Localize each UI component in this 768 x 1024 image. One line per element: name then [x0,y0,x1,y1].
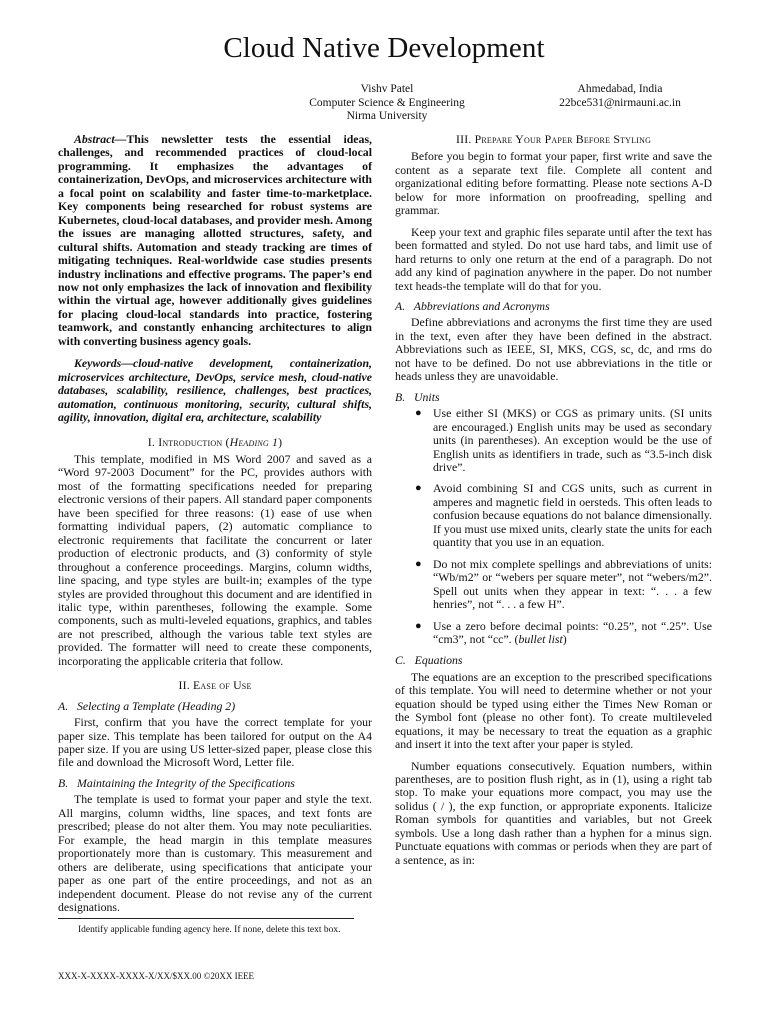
author-name: Vishv Patel [360,83,414,95]
bullet-icon: ● [415,619,422,632]
equations-paragraph-1: The equations are an exception to the prescribed specifications of this template. You will need to determine whether or not your equation should be typed using either the Times New Roman or the Symbol font (please no other font). To create multileveled equations, it may be necessary to treat the equation as a graphic and insert it into the text after your paper is styled. [395,669,712,752]
list-item-text: Do not mix complete spellings and abbreviations of units: “Wb/m2” or “webers per square meter”, not “webers/m2”. Spell out units when they appear in text: “. . . a few henries”, not “. . . a few H”. [433,556,712,612]
abbreviations-paragraph: Define abbreviations and acronyms the first time they are used in the text, even after they have been defined in the abstract. Abbreviations such as IEEE, SI, MKS, CGS, sc, dc, and rms do not have to be defined. Do not use abbreviations in the title or heads unless they are unavoidable. [395,315,712,384]
copyright-footer: XXX-X-XXXX-XXXX-X/XX/$XX.00 ©20XX IEEE [58,971,255,981]
selecting-template-paragraph: First, confirm that you have the correct template for your paper size. This template has been tailored for output on the A4 paper size. If you are using US letter-sized paper, please close this file and download the Microsoft Word, Letter file. [58,715,372,770]
list-item-text: Use a zero before decimal points: “0.25”, not “.25”. Use “cm3”, not “cc”. ( [433,618,712,646]
integrity-paragraph: The template is used to format your paper and style the text. All margins, column widths, line spaces, and text fonts are prescribed; please do not alter them. You may note peculiarities. For example, the head margin in this template measures proportionately more than is customary. This measurement and others are deliberate, using specifications that anticipate your paper as one part of the entire proceedings, and not as an independent document. Please do not revise any of the current designations. [58,792,372,915]
list-item-text: Use either SI (MKS) or CGS as primary units. (SI units are encouraged.) English units may be used as secondary units (in parentheses). An exception would be the use of English units as identifiers in trade, such as “3.5-inch disk drive”. [433,406,712,474]
prepare-paragraph-2: Keep your text and graphic files separate until after the text has been formatted and styled. Do not use hard tabs, and limit use of hard returns to only one return at the end of a paragraph. Do not add any kind of pagination anywhere in the paper. Do not number text heads-the template will do that for you. [395,224,712,293]
prepare-paragraph-1: Before you begin to format your paper, first write and save the content as a separate text file. Complete all content and organizational editing before formatting. Please note sections A-D below for more information on proofreading, spelling and grammar. [395,149,712,218]
list-item-text: Avoid combining SI and CGS units, such as current in amperes and magnetic field in oersteds. This often leads to confusion because equations do not balance dimensionally. If you must use mixed units, clearly state the units for each quantity that you use in an equation. [433,481,712,550]
subsection-heading-integrity: B. Maintaining the Integrity of the Specifications [58,775,295,790]
subsection-heading-units: B. Units [395,389,440,404]
section-number: III. [455,132,472,146]
intro-paragraph: This template, modified in MS Word 2007 and saved as a “Word 97-2003 Document” for the PC, provides authors with most of the formatting specifications needed for preparing electronic versions of their papers. All standard paper components have been specified for three reasons: (1) ease of use when formatting individual papers, (2) automatic compliance to electronic requirements that facilitate the concurrent or later production of electronic products, and (3) conformity of style throughout a conference proceedings. Margins, column widths, line spacing, and type styles are built-in; examples of the type styles are provided throughout this document and are identified in italic type, within parentheses, following the example. Some components, such as multi-leveled equations, graphics, and tables are not prescribed, although the various table text styles are provided. The formatter will need to create these components, incorporating the applicable criteria that follow. [58,451,372,668]
section-number: I. [147,434,156,449]
list-item [415,482,712,549]
subsection-heading-equations: C. Equations [395,653,463,668]
paper-title: Cloud Native Development [223,32,545,64]
equations-paragraph-2: Number equations consecutively. Equation numbers, within parentheses, are to position flush right, as in (1), using a right tab stop. To make your equations more compact, you may use the solidus ( / ), the exp function, or appropriate exponents. Italicize Roman symbols for quantities and variables, but not Greek symbols. Use a long dash rather than a hyphen for a minus sign. Punctuate equations with commas or periods when they are part of a sentence, as in: [395,758,712,867]
units-bullet-list [415,407,712,646]
list-item [415,558,712,612]
section-heading-introduction [58,436,372,449]
abstract-text: This newsletter tests the essential ideas, challenges, and recommended practices of cloud-local programming. It emphasizes the advantages of containerization, DevOps, and microservices architecture with a focal point on scalability and faster time-to-marketplace. Key components being researched for robust systems are Kubernetes, cloud-local databases, and provider mesh. Among the issues are managing allotted structures, safety, and cultural shifts. Automation and steady tracking are times of mitigating techniques. Real-worldwide case studies presents industry inclinations and effective programs. The paper’s end now not only emphasizes the lack of innovation and flexibility within the virtual age, however additionally gives guidelines for placing cloud-local standards into practice, fostering teamwork, and constantly enhancing architectures to align with converting business agency goals. [58,132,372,348]
subsection-heading-selecting-template: A. Selecting a Template (Heading 2) [58,698,236,713]
subsection-heading-abbreviations: A. Abbreviations and Acronyms [395,298,550,313]
author-email: 22bce531@nirmauni.ac.in [559,96,681,109]
abstract [58,133,372,348]
list-item-end: ) [562,631,567,646]
section-title: Ease of Use [193,678,252,693]
bullet-icon: ● [415,407,422,420]
section-title-end: ) [278,434,283,449]
bullet-icon: ● [415,482,422,495]
section-heading-ease-of-use [58,679,372,692]
list-item [415,407,712,474]
author-org: Nirma University [346,110,428,122]
section-number: II. [178,678,190,693]
author-block-left [292,83,482,124]
section-title-italic: Heading 1 [229,434,279,449]
section-title: Introduction ( [158,434,230,449]
list-item [415,620,712,647]
right-column [395,133,712,867]
section-heading-prepare [395,133,712,146]
author-dept: Computer Science & Engineering [309,96,465,109]
author-city: Ahmedabad, India [577,83,663,95]
section-title: Prepare Your Paper Before Styling [474,132,652,146]
list-item-italic: bullet list [518,631,563,646]
left-column [58,133,372,914]
author-block-right [545,83,695,110]
footnote-divider [58,918,354,919]
keywords: Keywords—cloud-native development, containerization, microservices architecture, DevOps, service mesh, cloud-native databases, scalability, resilience, challenges, best practices, automation, continuous monitoring, security, cultural shifts, agility, innovation, digital era, architecture, scalability [58,356,372,425]
bullet-icon: ● [415,557,422,570]
abstract-lead: Abstract— [74,132,127,146]
funding-footnote: Identify applicable funding agency here. If none, delete this text box. [78,925,341,935]
